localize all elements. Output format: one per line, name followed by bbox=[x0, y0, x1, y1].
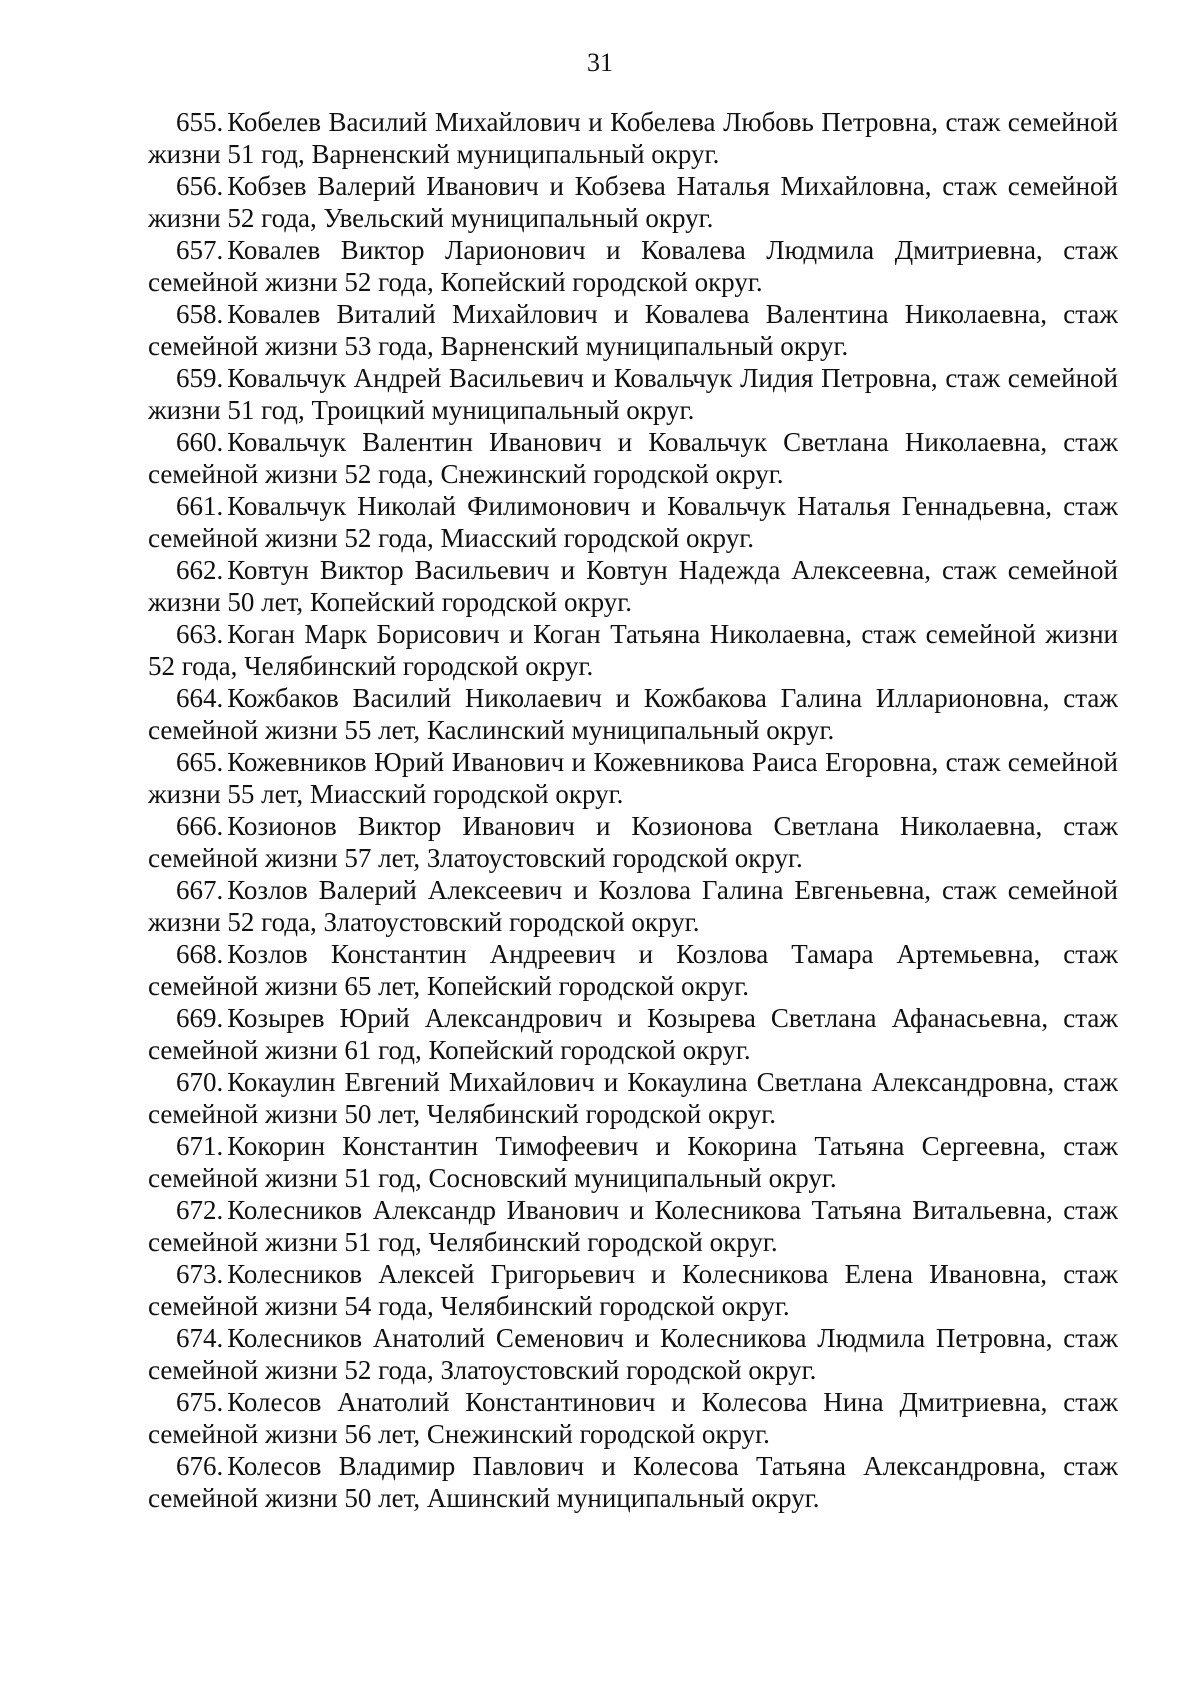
entry-text: Козлов Валерий Алексеевич и Козлова Галина Евгеньевна, стаж семейной жизни 52 года, Златоустовский городской округ. bbox=[148, 875, 1118, 937]
list-item bbox=[148, 1130, 1118, 1194]
entry-number: 666. bbox=[176, 811, 224, 841]
entry-number: 657. bbox=[176, 235, 224, 265]
entry-number: 672. bbox=[176, 1195, 224, 1225]
list-item bbox=[148, 618, 1118, 682]
entry-text: Коган Марк Борисович и Коган Татьяна Николаевна, стаж семейной жизни 52 года, Челябинский городской округ. bbox=[148, 619, 1118, 681]
list-item bbox=[148, 170, 1118, 234]
entry-text: Колесников Анатолий Семенович и Колесникова Людмила Петровна, стаж семейной жизни 52 года, Златоустовский городской округ. bbox=[148, 1323, 1118, 1385]
entry-number: 655. bbox=[176, 107, 224, 137]
list-item bbox=[148, 874, 1118, 938]
entry-text: Ковтун Виктор Васильевич и Ковтун Надежда Алексеевна, стаж семейной жизни 50 лет, Копейский городской округ. bbox=[148, 555, 1118, 617]
list-item bbox=[148, 554, 1118, 618]
entry-number: 660. bbox=[176, 427, 224, 457]
entry-text: Козырев Юрий Александрович и Козырева Светлана Афанасьевна, стаж семейной жизни 61 год, Копейский городской округ. bbox=[148, 1003, 1118, 1065]
entry-list bbox=[148, 106, 1118, 1514]
list-item bbox=[148, 234, 1118, 298]
list-item bbox=[148, 1258, 1118, 1322]
entry-text: Ковальчук Андрей Васильевич и Ковальчук Лидия Петровна, стаж семейной жизни 51 год, Троицкий муниципальный округ. bbox=[148, 363, 1118, 425]
entry-text: Ковальчук Валентин Иванович и Ковальчук Светлана Николаевна, стаж семейной жизни 52 года, Снежинский городской округ. bbox=[148, 427, 1118, 489]
entry-number: 670. bbox=[176, 1067, 224, 1097]
entry-text: Козионов Виктор Иванович и Козионова Светлана Николаевна, стаж семейной жизни 57 лет, Златоустовский городской округ. bbox=[148, 811, 1118, 873]
entry-text: Ковалев Виталий Михайлович и Ковалева Валентина Николаевна, стаж семейной жизни 53 года, Варненский муниципальный округ. bbox=[148, 299, 1118, 361]
list-item bbox=[148, 1386, 1118, 1450]
list-item bbox=[148, 938, 1118, 1002]
entry-number: 658. bbox=[176, 299, 224, 329]
entry-number: 668. bbox=[176, 939, 224, 969]
entry-number: 663. bbox=[176, 619, 224, 649]
entry-number: 669. bbox=[176, 1003, 224, 1033]
page-number: 31 bbox=[587, 48, 613, 77]
entry-text: Кобелев Василий Михайлович и Кобелева Любовь Петровна, стаж семейной жизни 51 год, Варненский муниципальный округ. bbox=[148, 107, 1118, 169]
entry-number: 671. bbox=[176, 1131, 224, 1161]
entry-text: Кожевников Юрий Иванович и Кожевникова Раиса Егоровна, стаж семейной жизни 55 лет, Миасский городской округ. bbox=[148, 747, 1118, 809]
entry-number: 662. bbox=[176, 555, 224, 585]
entry-number: 667. bbox=[176, 875, 224, 905]
list-item bbox=[148, 746, 1118, 810]
list-item bbox=[148, 298, 1118, 362]
entry-number: 656. bbox=[176, 171, 224, 201]
entry-number: 673. bbox=[176, 1259, 224, 1289]
entry-number: 675. bbox=[176, 1387, 224, 1417]
entry-text: Козлов Константин Андреевич и Козлова Тамара Артемьевна, стаж семейной жизни 65 лет, Копейский городской округ. bbox=[148, 939, 1118, 1001]
entry-text: Ковалев Виктор Ларионович и Ковалева Людмила Дмитриевна, стаж семейной жизни 52 года, Копейский городской округ. bbox=[148, 235, 1118, 297]
list-item bbox=[148, 1066, 1118, 1130]
entry-text: Кокаулин Евгений Михайлович и Кокаулина Светлана Александровна, стаж семейной жизни 50 лет, Челябинский городской округ. bbox=[148, 1067, 1118, 1129]
entry-number: 676. bbox=[176, 1451, 224, 1481]
entry-text: Кобзев Валерий Иванович и Кобзева Наталья Михайловна, стаж семейной жизни 52 года, Увельский муниципальный округ. bbox=[148, 171, 1118, 233]
entry-text: Ковальчук Николай Филимонович и Ковальчук Наталья Геннадьевна, стаж семейной жизни 52 года, Миасский городской округ. bbox=[148, 491, 1118, 553]
entry-number: 664. bbox=[176, 683, 224, 713]
list-item bbox=[148, 106, 1118, 170]
entry-text: Колесников Александр Иванович и Колесникова Татьяна Витальевна, стаж семейной жизни 51 год, Челябинский городской округ. bbox=[148, 1195, 1118, 1257]
entry-number: 659. bbox=[176, 363, 224, 393]
list-item bbox=[148, 1002, 1118, 1066]
entry-text: Колесов Анатолий Константинович и Колесова Нина Дмитриевна, стаж семейной жизни 56 лет, Снежинский городской округ. bbox=[148, 1387, 1118, 1449]
list-item bbox=[148, 362, 1118, 426]
list-item bbox=[148, 490, 1118, 554]
list-item bbox=[148, 1450, 1118, 1514]
entry-text: Колесников Алексей Григорьевич и Колесникова Елена Ивановна, стаж семейной жизни 54 года, Челябинский городской округ. bbox=[148, 1259, 1118, 1321]
list-item bbox=[148, 682, 1118, 746]
list-item bbox=[148, 426, 1118, 490]
entry-text: Кокорин Константин Тимофеевич и Кокорина Татьяна Сергеевна, стаж семейной жизни 51 год, Сосновский муниципальный округ. bbox=[148, 1131, 1118, 1193]
entry-number: 665. bbox=[176, 747, 224, 777]
list-item bbox=[148, 1194, 1118, 1258]
list-item bbox=[148, 810, 1118, 874]
entry-number: 674. bbox=[176, 1323, 224, 1353]
entry-text: Кожбаков Василий Николаевич и Кожбакова Галина Илларионовна, стаж семейной жизни 55 лет, Каслинский муниципальный округ. bbox=[148, 683, 1118, 745]
list-item bbox=[148, 1322, 1118, 1386]
entry-number: 661. bbox=[176, 491, 224, 521]
entry-text: Колесов Владимир Павлович и Колесова Татьяна Александровна, стаж семейной жизни 50 лет, Ашинский муниципальный округ. bbox=[148, 1451, 1118, 1513]
